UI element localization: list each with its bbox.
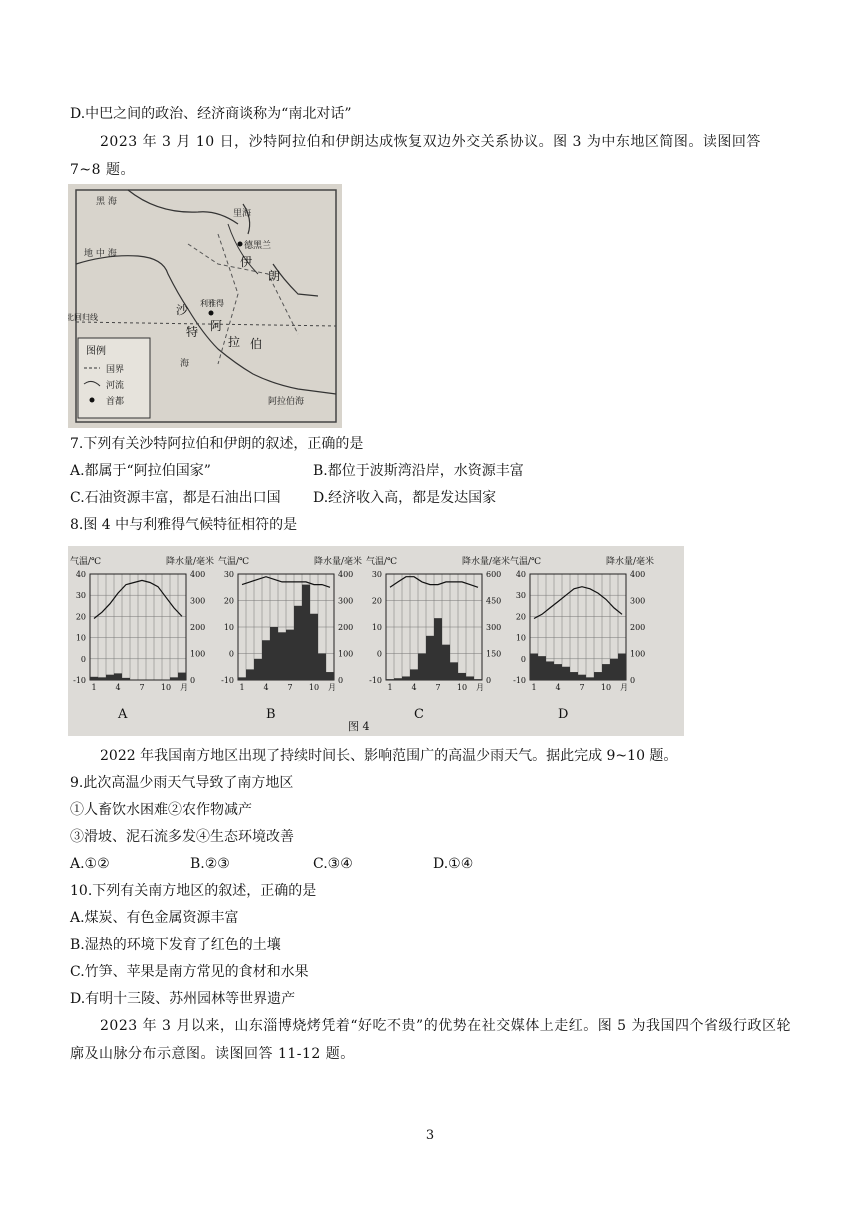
question-10: 10.下列有关南方地区的叙述，正确的是 [70, 883, 317, 899]
precip-bar [254, 659, 262, 680]
precip-bar [402, 676, 410, 680]
month-tick-label: 4 [263, 683, 269, 692]
label-iran-2: 朗 [268, 269, 281, 283]
precip-bar [278, 632, 286, 680]
chart-label-b: B [266, 707, 276, 722]
chart-label-c: C [414, 707, 424, 722]
intro-paragraph-7-8: 2023 年 3 月 10 日，沙特阿拉伯和伊朗达成恢复双边外交关系协议。图 3 为中东地区简图。读图回答 7~8 题。 [70, 134, 761, 178]
precip-bar [286, 630, 294, 680]
month-suffix: 月 [328, 683, 336, 692]
q7-option-b: B.都位于波斯湾沿岸，水资源丰富 [313, 463, 524, 479]
legend-border: 国界 [106, 365, 125, 375]
q9-option-a: A.①② [70, 856, 110, 872]
prec-tick-label: 0 [486, 676, 492, 685]
precip-bar [122, 678, 130, 680]
city-tehran: 德黑兰 [244, 241, 272, 251]
temp-tick-label: 0 [80, 654, 86, 664]
temp-tick-label: 20 [371, 596, 382, 606]
month-tick-label: 10 [456, 683, 468, 692]
sea-black: 黑 海 [96, 197, 117, 207]
precip-bar [554, 664, 562, 680]
temp-tick-label: 40 [75, 570, 86, 579]
city-riyadh: 利雅得 [200, 299, 224, 308]
precip-bar [466, 676, 474, 680]
prec-tick-label: 200 [338, 623, 354, 632]
temp-tick-label: 0 [228, 649, 234, 659]
precip-bar [474, 679, 482, 680]
chart-ylabel-left: 气温/℃ [510, 557, 542, 567]
precip-bar [434, 618, 442, 680]
legend-capital: 首都 [106, 397, 125, 407]
page-number: 3 [425, 1128, 435, 1143]
chart-ylabel-left: 气温/℃ [70, 557, 102, 567]
prec-tick-label: 400 [338, 570, 354, 579]
q10-option-b: B.湿热的环境下发育了红色的土壤 [70, 937, 281, 953]
temp-tick-label: 0 [520, 654, 526, 664]
month-tick-label: 1 [91, 683, 97, 692]
prec-tick-label: 0 [338, 676, 344, 685]
month-tick-label: 1 [239, 683, 245, 692]
precip-bar [114, 673, 122, 680]
precip-bar [546, 661, 554, 680]
precip-bar [458, 673, 466, 680]
climate-charts-svg [68, 546, 684, 736]
temp-tick-label: 10 [371, 623, 382, 632]
precip-bar [426, 636, 434, 680]
prec-tick-label: 0 [190, 676, 196, 685]
label-saudi-3: 阿 [210, 319, 223, 333]
legend-title: 图例 [86, 346, 106, 357]
label-saudi-2: 特 [186, 325, 199, 339]
precip-bar [394, 678, 402, 680]
temp-tick-label: 20 [223, 596, 234, 606]
tropic-label: 北回归线 [68, 313, 98, 322]
sea-mediterranean: 地 中 海 [84, 249, 117, 259]
precip-bar [602, 664, 610, 680]
q9-option-d: D.①④ [433, 856, 474, 872]
chart-ylabel-left: 气温/℃ [366, 557, 398, 567]
intro-paragraph-11-12: 2023 年 3 月以来，山东淄博烧烤凭着“好吃不贵”的优势在社交媒体上走红。图 5 为我国四个省级行政区轮廓及山脉分布示意图。读图回答 11-12 题。 [70, 1018, 792, 1062]
chart-ylabel-right: 降水量/毫米 [462, 557, 511, 567]
month-tick-label: 4 [411, 683, 417, 692]
month-tick-label: 10 [160, 683, 172, 692]
temp-tick-label: -10 [221, 676, 234, 685]
temp-tick-label: 30 [371, 570, 382, 579]
label-saudi-1: 沙 [176, 303, 189, 317]
month-tick-label: 7 [435, 683, 441, 692]
intro-paragraph-9-10: 2022 年我国南方地区出现了持续时间长、影响范围广的高温少雨天气。据此完成 9~10 题。 [100, 748, 678, 764]
chart-ylabel-left: 气温/℃ [218, 557, 250, 567]
q9-statements-1: ①人畜饮水困难②农作物减产 [70, 802, 252, 818]
prec-tick-label: 600 [486, 570, 502, 579]
precip-bar [386, 679, 394, 680]
precip-bar [610, 659, 618, 680]
precip-bar [106, 675, 114, 680]
q9-option-b: B.②③ [190, 856, 230, 872]
prec-tick-label: 200 [190, 623, 206, 632]
month-tick-label: 4 [115, 683, 121, 692]
prec-tick-label: 200 [630, 623, 646, 632]
precip-bar [570, 672, 578, 680]
q9-option-c: C.③④ [313, 856, 353, 872]
temp-tick-label: 40 [515, 570, 526, 579]
chart-ylabel-right: 降水量/毫米 [606, 557, 655, 567]
temp-tick-label: -10 [73, 676, 86, 685]
precip-bar [318, 654, 326, 681]
precip-bar [562, 667, 570, 680]
precip-bar [442, 645, 450, 680]
prec-tick-label: 0 [630, 676, 636, 685]
prec-tick-label: 100 [190, 649, 206, 659]
month-tick-label: 7 [287, 683, 293, 692]
precip-bar [586, 677, 594, 680]
temp-tick-label: 0 [376, 649, 382, 659]
sea-caspian: 里海 [233, 209, 252, 219]
temp-tick-label: 30 [223, 570, 234, 579]
sea-red: 海 [180, 359, 190, 369]
prec-tick-label: 300 [190, 596, 206, 606]
prec-tick-label: 300 [630, 596, 646, 606]
precip-bar [262, 640, 270, 680]
month-suffix: 月 [180, 683, 188, 692]
prec-tick-label: 400 [630, 570, 646, 579]
precip-bar [238, 677, 246, 680]
precip-bar [90, 677, 98, 680]
q7-option-c: C.石油资源丰富，都是石油出口国 [70, 490, 281, 506]
month-tick-label: 7 [139, 683, 145, 692]
precip-bar [410, 669, 418, 680]
sea-arabian: 阿拉伯海 [268, 397, 305, 407]
month-suffix: 月 [476, 683, 484, 692]
chart-label-a: A [118, 707, 128, 722]
temp-tick-label: -10 [369, 676, 382, 685]
precip-bar [302, 585, 310, 680]
month-suffix: 月 [620, 683, 628, 692]
month-tick-label: 1 [531, 683, 537, 692]
precip-bar [162, 679, 170, 680]
temp-tick-label: 30 [515, 591, 526, 601]
temp-tick-label: 10 [515, 633, 526, 643]
precip-bar [270, 627, 278, 680]
precip-bar [98, 677, 106, 680]
temp-tick-label: 20 [75, 612, 86, 622]
precip-bar [178, 673, 186, 680]
question-9: 9.此次高温少雨天气导致了南方地区 [70, 775, 294, 791]
precip-bar [294, 606, 302, 680]
prec-tick-label: 100 [338, 649, 354, 659]
prec-tick-label: 100 [630, 649, 646, 659]
precip-bar [578, 675, 586, 680]
climate-charts-figure [68, 546, 684, 736]
prec-tick-label: 450 [486, 596, 502, 606]
precip-bar [326, 672, 334, 680]
question-7: 7.下列有关沙特阿拉伯和伊朗的叙述，正确的是 [70, 436, 364, 452]
precip-bar [418, 654, 426, 681]
label-saudi-4: 拉 [228, 335, 241, 349]
q10-option-a: A.煤炭、有色金属资源丰富 [70, 910, 239, 926]
month-tick-label: 1 [387, 683, 393, 692]
q10-option-c: C.竹笋、苹果是南方常见的食材和水果 [70, 964, 309, 980]
question-8: 8.图 4 中与利雅得气候特征相符的是 [70, 517, 298, 533]
month-tick-label: 10 [600, 683, 612, 692]
precip-bar [538, 656, 546, 680]
prec-tick-label: 150 [486, 649, 502, 659]
middle-east-map [68, 184, 342, 428]
chart-label-d: D [558, 707, 569, 722]
precip-bar [310, 614, 318, 680]
label-saudi-5: 伯 [250, 337, 263, 351]
q9-statements-2: ③滑坡、泥石流多发④生态环境改善 [70, 829, 294, 845]
prec-tick-label: 300 [338, 596, 354, 606]
month-tick-label: 4 [555, 683, 561, 692]
precip-bar [450, 662, 458, 680]
temp-tick-label: 30 [75, 591, 86, 601]
figure-4-caption: 图 4 [348, 720, 370, 733]
prec-tick-label: 300 [486, 623, 502, 632]
temp-tick-label: 10 [75, 633, 86, 643]
precip-bar [618, 654, 626, 681]
map-drawing [68, 184, 342, 428]
legend-river: 河流 [106, 381, 125, 391]
label-iran-1: 伊 [240, 255, 253, 269]
option-d-line: D.中巴之间的政治、经济商谈称为“南北对话” [70, 106, 352, 122]
precip-bar [246, 669, 254, 680]
q7-option-a: A.都属于“阿拉伯国家” [70, 463, 211, 479]
temp-tick-label: 20 [515, 612, 526, 622]
q7-option-d: D.经济收入高，都是发达国家 [313, 490, 497, 506]
prec-tick-label: 400 [190, 570, 206, 579]
precip-bar [170, 677, 178, 680]
chart-ylabel-right: 降水量/毫米 [166, 557, 215, 567]
precip-bar [594, 672, 602, 680]
temp-tick-label: 10 [223, 623, 234, 632]
temp-tick-label: -10 [513, 676, 526, 685]
chart-ylabel-right: 降水量/毫米 [314, 557, 363, 567]
month-tick-label: 7 [579, 683, 585, 692]
month-tick-label: 10 [308, 683, 320, 692]
q10-option-d: D.有明十三陵、苏州园林等世界遗产 [70, 991, 296, 1007]
precip-bar [530, 654, 538, 681]
